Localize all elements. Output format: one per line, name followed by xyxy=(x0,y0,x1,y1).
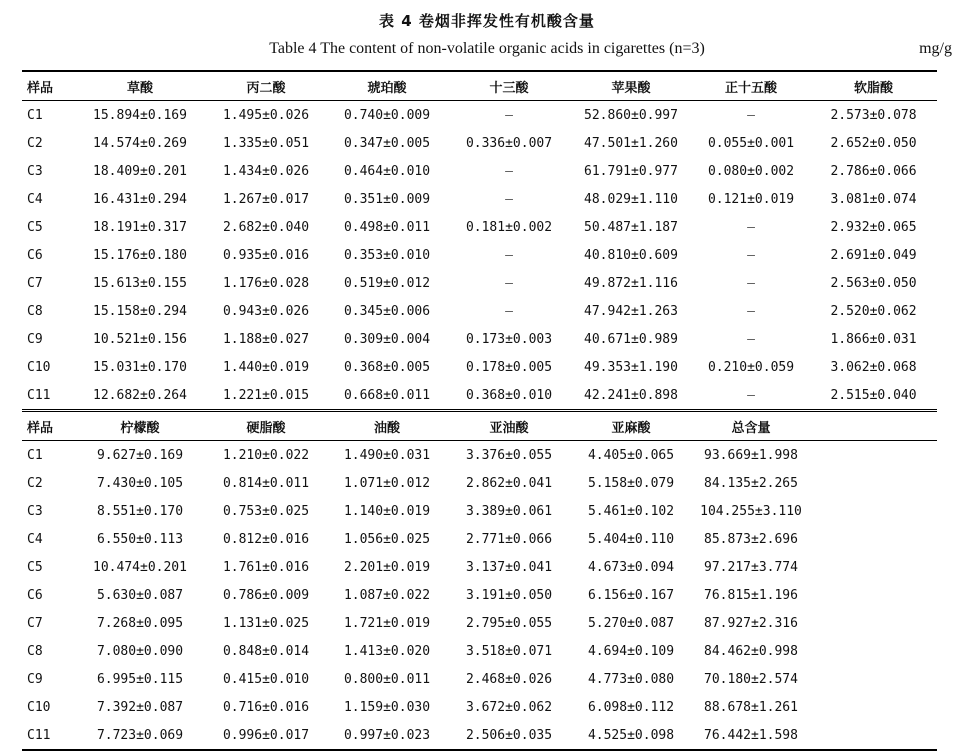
value-cell: 2.520±0.062 xyxy=(830,303,917,319)
column-header: 硬脂酸 xyxy=(206,411,326,441)
value-cell: 84.462±0.998 xyxy=(704,643,798,659)
value-cell: 88.678±1.261 xyxy=(704,699,798,715)
value-cell: 49.353±1.190 xyxy=(584,359,678,375)
value-cell: 0.800±0.011 xyxy=(343,671,431,687)
value-cell: 14.574±0.269 xyxy=(93,135,187,151)
value-cell: 1.056±0.025 xyxy=(343,531,431,547)
value-cell: 5.630±0.087 xyxy=(96,587,184,603)
sample-id-cell: C5 xyxy=(27,559,43,575)
value-cell: 1.721±0.019 xyxy=(343,615,431,631)
value-cell: 0.519±0.012 xyxy=(343,275,431,291)
value-cell: 2.795±0.055 xyxy=(465,615,553,631)
unit-label: mg/g xyxy=(919,40,952,57)
value-cell: 61.791±0.977 xyxy=(584,163,678,179)
value-cell: 4.773±0.080 xyxy=(587,671,675,687)
value-cell: 1.188±0.027 xyxy=(222,331,310,347)
value-cell: 10.474±0.201 xyxy=(93,559,187,575)
value-cell: 3.389±0.061 xyxy=(465,503,553,519)
table-row xyxy=(22,353,937,381)
value-cell: 87.927±2.316 xyxy=(704,615,798,631)
value-cell xyxy=(810,693,937,721)
value-cell xyxy=(810,497,937,525)
table-row xyxy=(22,721,937,750)
value-cell xyxy=(810,609,937,637)
value-cell: 1.495±0.026 xyxy=(222,107,310,123)
table-row xyxy=(22,525,937,553)
table-row xyxy=(22,325,937,353)
table-row xyxy=(22,581,937,609)
value-cell: 0.347±0.005 xyxy=(343,135,431,151)
value-cell: 76.815±1.196 xyxy=(704,587,798,603)
value-cell xyxy=(810,525,937,553)
value-cell: 18.409±0.201 xyxy=(93,163,187,179)
organic-acid-table xyxy=(22,70,937,751)
value-cell: — xyxy=(505,247,513,263)
column-header: 油酸 xyxy=(326,411,448,441)
value-cell: 1.140±0.019 xyxy=(343,503,431,519)
table-row xyxy=(22,693,937,721)
value-cell: — xyxy=(747,303,755,319)
value-cell: 2.201±0.019 xyxy=(343,559,431,575)
table-row xyxy=(22,157,937,185)
value-cell: 12.682±0.264 xyxy=(74,381,206,411)
value-cell: 0.812±0.016 xyxy=(222,531,310,547)
value-cell: 4.673±0.094 xyxy=(587,559,675,575)
column-header: 丙二酸 xyxy=(206,71,326,101)
sample-id-cell: C7 xyxy=(27,275,43,291)
table-row xyxy=(22,213,937,241)
value-cell: — xyxy=(505,163,513,179)
table-row xyxy=(22,269,937,297)
value-cell xyxy=(810,553,937,581)
value-cell: 6.550±0.113 xyxy=(96,531,184,547)
table-row xyxy=(22,381,937,411)
sample-id-cell: C11 xyxy=(22,381,74,411)
value-cell: 0.181±0.002 xyxy=(465,219,553,235)
value-cell: 0.055±0.001 xyxy=(707,135,795,151)
value-cell: 2.691±0.049 xyxy=(830,247,917,263)
value-cell: 76.442±1.598 xyxy=(692,721,810,750)
value-cell: — xyxy=(747,219,755,235)
sample-id-cell: C8 xyxy=(27,303,43,319)
value-cell: 85.873±2.696 xyxy=(704,531,798,547)
value-cell: 40.810±0.609 xyxy=(584,247,678,263)
value-cell: 0.943±0.026 xyxy=(222,303,310,319)
sample-id-cell: C5 xyxy=(27,219,43,235)
value-cell: 7.430±0.105 xyxy=(96,475,184,491)
value-cell: 84.135±2.265 xyxy=(704,475,798,491)
value-cell: 52.860±0.997 xyxy=(584,107,678,123)
value-cell: 16.431±0.294 xyxy=(93,191,187,207)
sample-id-cell: C10 xyxy=(27,359,51,375)
value-cell: 15.158±0.294 xyxy=(93,303,187,319)
value-cell: 3.191±0.050 xyxy=(465,587,553,603)
value-cell: 1.087±0.022 xyxy=(343,587,431,603)
value-cell: 5.461±0.102 xyxy=(587,503,675,519)
value-cell: 1.071±0.012 xyxy=(343,475,431,491)
value-cell: 15.613±0.155 xyxy=(93,275,187,291)
value-cell: — xyxy=(747,247,755,263)
sample-id-cell: C2 xyxy=(27,135,43,151)
column-header: 总含量 xyxy=(692,411,810,441)
value-cell: 0.848±0.014 xyxy=(222,643,310,659)
column-header: 正十五酸 xyxy=(692,71,810,101)
table-row xyxy=(22,297,937,325)
value-cell: — xyxy=(747,107,755,123)
table-row xyxy=(22,665,937,693)
value-cell: 1.131±0.025 xyxy=(222,615,310,631)
value-cell: 4.694±0.109 xyxy=(587,643,675,659)
sample-id-cell: C1 xyxy=(27,447,43,463)
value-cell: — xyxy=(692,381,810,411)
value-cell: 2.573±0.078 xyxy=(830,107,917,123)
table-row xyxy=(22,101,937,130)
column-header: 软脂酸 xyxy=(810,71,937,101)
value-cell: 8.551±0.170 xyxy=(96,503,184,519)
value-cell: 0.415±0.010 xyxy=(222,671,310,687)
value-cell: 0.351±0.009 xyxy=(343,191,431,207)
value-cell xyxy=(810,721,937,750)
value-cell: 0.668±0.011 xyxy=(326,381,448,411)
value-cell: 0.353±0.010 xyxy=(343,247,431,263)
value-cell: 104.255±3.110 xyxy=(700,503,802,519)
table-row xyxy=(22,469,937,497)
column-header: 草酸 xyxy=(74,71,206,101)
column-header xyxy=(810,411,937,441)
sample-id-cell: C2 xyxy=(27,475,43,491)
value-cell: 3.518±0.071 xyxy=(465,643,553,659)
value-cell: 9.627±0.169 xyxy=(96,447,184,463)
value-cell: 1.866±0.031 xyxy=(830,331,917,347)
sample-id-cell: C10 xyxy=(27,699,51,715)
value-cell xyxy=(810,469,937,497)
value-cell: 0.498±0.011 xyxy=(343,219,431,235)
value-cell: 6.098±0.112 xyxy=(587,699,675,715)
value-cell: — xyxy=(747,331,755,347)
table-row xyxy=(22,441,937,470)
value-cell: 0.464±0.010 xyxy=(343,163,431,179)
sample-id-cell: C7 xyxy=(27,615,43,631)
value-cell: 0.210±0.059 xyxy=(707,359,795,375)
value-cell: 70.180±2.574 xyxy=(704,671,798,687)
value-cell: 1.335±0.051 xyxy=(222,135,310,151)
value-cell: 48.029±1.110 xyxy=(584,191,678,207)
value-cell: 0.814±0.011 xyxy=(222,475,310,491)
value-cell: 0.178±0.005 xyxy=(465,359,553,375)
value-cell: 4.405±0.065 xyxy=(587,447,675,463)
column-header: 琥珀酸 xyxy=(326,71,448,101)
value-cell: 2.468±0.026 xyxy=(465,671,553,687)
value-cell: 2.862±0.041 xyxy=(465,475,553,491)
value-cell: 3.137±0.041 xyxy=(465,559,553,575)
value-cell: 7.268±0.095 xyxy=(96,615,184,631)
table-row xyxy=(22,637,937,665)
value-cell: 15.176±0.180 xyxy=(93,247,187,263)
value-cell: 3.376±0.055 xyxy=(465,447,553,463)
column-header: 亚油酸 xyxy=(448,411,570,441)
value-cell: 4.525±0.098 xyxy=(570,721,692,750)
value-cell: 2.506±0.035 xyxy=(448,721,570,750)
value-cell: 7.723±0.069 xyxy=(74,721,206,750)
table-title-cn: 表 4 卷烟非挥发性有机酸含量 xyxy=(379,12,595,30)
value-cell: 3.062±0.068 xyxy=(830,359,917,375)
value-cell: 1.221±0.015 xyxy=(206,381,326,411)
value-cell: 15.031±0.170 xyxy=(93,359,187,375)
value-cell: 40.671±0.989 xyxy=(584,331,678,347)
value-cell: 1.159±0.030 xyxy=(343,699,431,715)
value-cell: 6.995±0.115 xyxy=(96,671,184,687)
column-header: 十三酸 xyxy=(448,71,570,101)
sample-id-cell: C4 xyxy=(27,191,43,207)
value-cell xyxy=(810,581,937,609)
column-header: 样品 xyxy=(22,71,74,101)
value-cell: 0.786±0.009 xyxy=(222,587,310,603)
table-row xyxy=(22,497,937,525)
value-cell: — xyxy=(505,275,513,291)
value-cell: 6.156±0.167 xyxy=(587,587,675,603)
value-cell: 0.080±0.002 xyxy=(707,163,795,179)
value-cell: 0.753±0.025 xyxy=(222,503,310,519)
value-cell: 47.501±1.260 xyxy=(584,135,678,151)
sample-id-cell: C8 xyxy=(27,643,43,659)
value-cell: 42.241±0.898 xyxy=(570,381,692,411)
sample-id-cell: C6 xyxy=(27,587,43,603)
value-cell: 2.786±0.066 xyxy=(830,163,917,179)
value-cell: 50.487±1.187 xyxy=(584,219,678,235)
value-cell: 1.210±0.022 xyxy=(222,447,310,463)
sample-id-cell: C9 xyxy=(27,331,43,347)
value-cell: — xyxy=(505,191,513,207)
value-cell: 0.935±0.016 xyxy=(222,247,310,263)
sample-id-cell: C11 xyxy=(22,721,74,750)
value-cell: 18.191±0.317 xyxy=(93,219,187,235)
column-header: 苹果酸 xyxy=(570,71,692,101)
table-row xyxy=(22,609,937,637)
value-cell: — xyxy=(505,107,513,123)
value-cell: 3.081±0.074 xyxy=(830,191,917,207)
value-cell: 1.413±0.020 xyxy=(343,643,431,659)
table-row xyxy=(22,553,937,581)
value-cell: 0.716±0.016 xyxy=(222,699,310,715)
value-cell: 2.932±0.065 xyxy=(830,219,917,235)
value-cell: 5.270±0.087 xyxy=(587,615,675,631)
table-row xyxy=(22,241,937,269)
value-cell xyxy=(810,441,937,470)
value-cell: 0.336±0.007 xyxy=(465,135,553,151)
value-cell: 49.872±1.116 xyxy=(584,275,678,291)
value-cell: 5.404±0.110 xyxy=(587,531,675,547)
value-cell: 0.345±0.006 xyxy=(343,303,431,319)
value-cell: 1.267±0.017 xyxy=(222,191,310,207)
value-cell: 47.942±1.263 xyxy=(584,303,678,319)
value-cell: 2.682±0.040 xyxy=(222,219,310,235)
value-cell: — xyxy=(505,303,513,319)
value-cell: 0.173±0.003 xyxy=(465,331,553,347)
value-cell: 7.392±0.087 xyxy=(96,699,184,715)
value-cell: 15.894±0.169 xyxy=(93,107,187,123)
value-cell: 0.997±0.023 xyxy=(326,721,448,750)
value-cell: 1.176±0.028 xyxy=(222,275,310,291)
value-cell: 2.515±0.040 xyxy=(810,381,937,411)
value-cell: 5.158±0.079 xyxy=(587,475,675,491)
sample-id-cell: C9 xyxy=(27,671,43,687)
value-cell: 0.740±0.009 xyxy=(343,107,431,123)
value-cell: 1.434±0.026 xyxy=(222,163,310,179)
value-cell xyxy=(810,637,937,665)
sample-id-cell: C4 xyxy=(27,531,43,547)
value-cell: 1.761±0.016 xyxy=(222,559,310,575)
value-cell: 0.309±0.004 xyxy=(343,331,431,347)
value-cell: 0.996±0.017 xyxy=(206,721,326,750)
value-cell: 0.368±0.010 xyxy=(448,381,570,411)
value-cell: 3.672±0.062 xyxy=(465,699,553,715)
sample-id-cell: C6 xyxy=(27,247,43,263)
table-header-row xyxy=(22,71,937,101)
column-header: 柠檬酸 xyxy=(74,411,206,441)
value-cell: 7.080±0.090 xyxy=(96,643,184,659)
sample-id-cell: C1 xyxy=(27,107,43,123)
value-cell: 1.490±0.031 xyxy=(343,447,431,463)
table-row xyxy=(22,129,937,157)
value-cell: 93.669±1.998 xyxy=(704,447,798,463)
value-cell xyxy=(810,665,937,693)
value-cell: 0.368±0.005 xyxy=(343,359,431,375)
table-header-row xyxy=(22,411,937,441)
value-cell: 1.440±0.019 xyxy=(222,359,310,375)
table-title-en: Table 4 The content of non-volatile organic acids in cigarettes (n=3) xyxy=(269,40,705,57)
value-cell: 2.652±0.050 xyxy=(830,135,917,151)
value-cell: 2.563±0.050 xyxy=(830,275,917,291)
value-cell: 2.771±0.066 xyxy=(465,531,553,547)
sample-id-cell: C3 xyxy=(27,163,43,179)
table-row xyxy=(22,185,937,213)
value-cell: 10.521±0.156 xyxy=(93,331,187,347)
value-cell: 97.217±3.774 xyxy=(704,559,798,575)
sample-id-cell: C3 xyxy=(27,503,43,519)
value-cell: 0.121±0.019 xyxy=(707,191,795,207)
value-cell: — xyxy=(747,275,755,291)
column-header: 亚麻酸 xyxy=(570,411,692,441)
column-header: 样品 xyxy=(22,411,74,441)
